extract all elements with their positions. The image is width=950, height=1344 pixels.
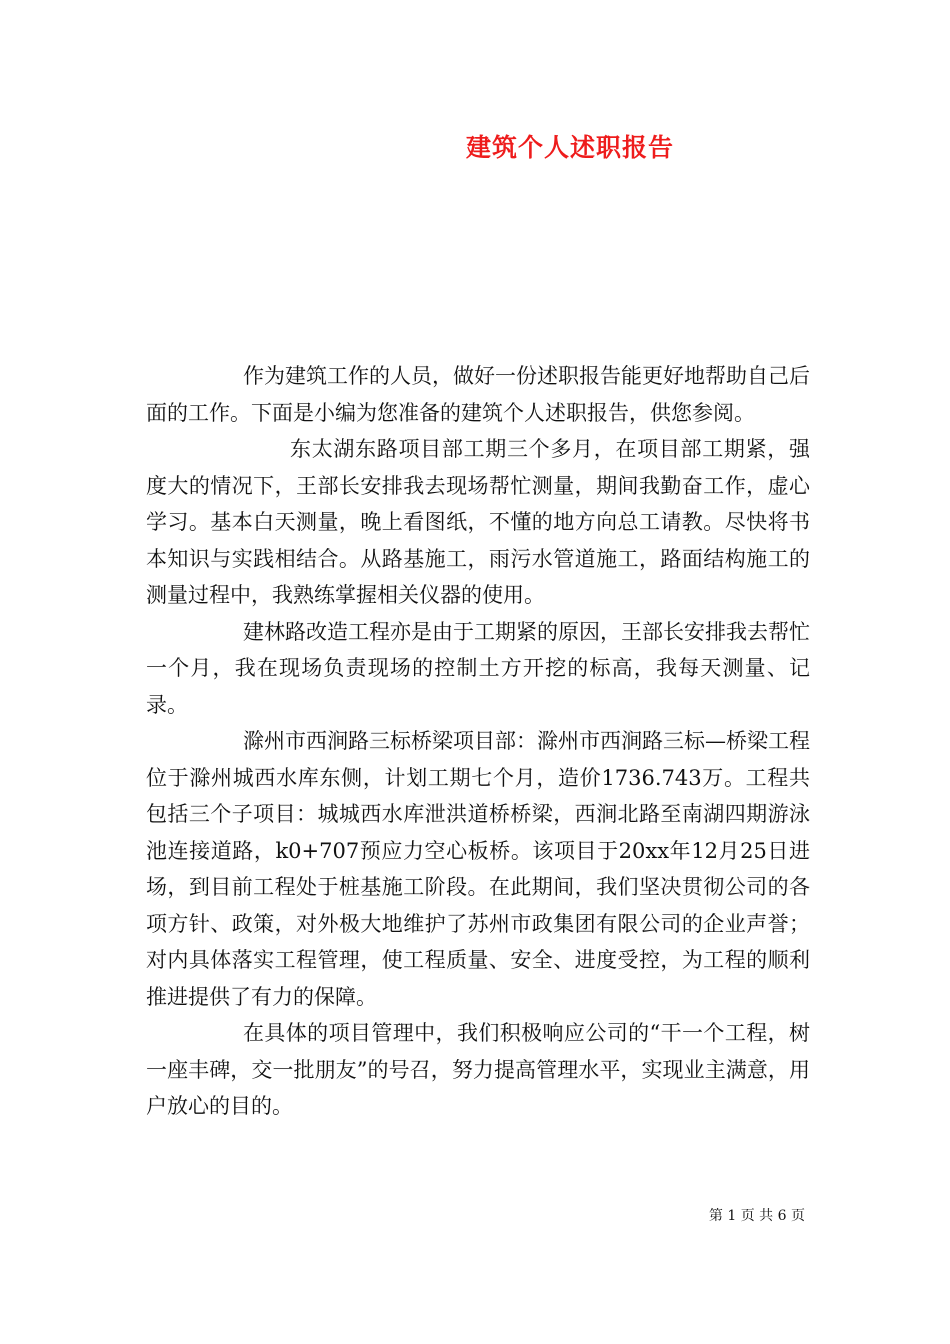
document-title: 建筑个人述职报告 xyxy=(465,133,674,162)
document-body xyxy=(146,358,810,1125)
paragraph-project-management: 在具体的项目管理中，我们积极响应公司的“干一个工程，树一座丰碑，交一批朋友”的号召，努力提高管理水平，实现业主满意，用户放心的目的。 xyxy=(146,1021,810,1118)
paragraph-jianlin-road: 建林路改造工程亦是由于工期紧的原因，王部长安排我去帮忙一个月，我在现场负责现场的控制土方开挖的标高，我每天测量、记录。 xyxy=(146,619,810,717)
paragraph-chuzhou-bridge: 滁州市西涧路三标桥梁项目部：滁州市西涧路三标—桥梁工程位于滁州城西水库东侧，计划工期七个月，造价1736.743万。工程共包括三个子项目：城城西水库泄洪道桥桥梁，西涧北路至南湖四期游泳池连接道路，k0+707预应力空心板桥。该项目于20xx年12月25日进场，到目前工程处于桩基施工阶段。在此期间，我们坚决贯彻公司的各项方针、政策，对外极大地维护了苏州市政集团有限公司的企业声誉；对内具体落实工程管理，使工程质量、安全、进度受控，为工程的顺利推进提供了有力的保障。 xyxy=(146,729,810,1009)
paragraph-dongtaihu-project: 东太湖东路项目部工期三个多月，在项目部工期紧，强度大的情况下，王部长安排我去现场帮忙测量，期间我勤奋工作，虚心学习。基本白天测量，晚上看图纸，不懂的地方向总工请教。尽快将书本知识与实践相结合。从路基施工，雨污水管道施工，路面结构施工的测量过程中，我熟练掌握相关仪器的使用。 xyxy=(146,437,810,607)
paragraph-intro: 作为建筑工作的人员，做好一份述职报告能更好地帮助自己后面的工作。下面是小编为您准备的建筑个人述职报告，供您参阅。 xyxy=(146,364,810,425)
page-footer: 第 1 页 共 6 页 xyxy=(708,1208,805,1224)
